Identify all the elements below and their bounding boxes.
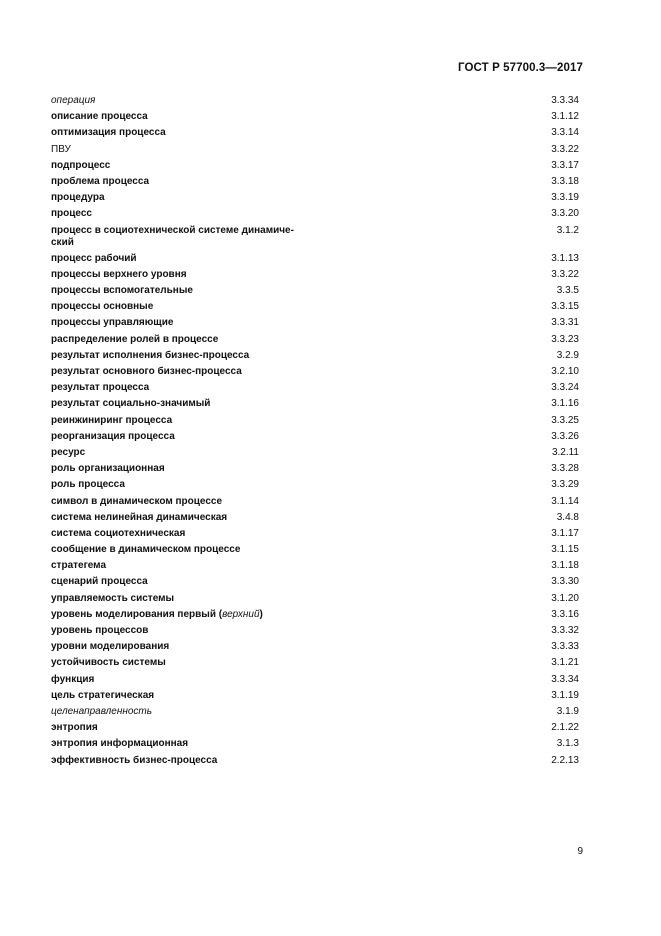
index-entry	[51, 144, 581, 156]
index-term: энтропия информационная	[51, 738, 189, 750]
index-entry	[51, 755, 581, 767]
index-term: ПВУ	[51, 143, 71, 155]
index-term: управляемость системы	[51, 592, 175, 604]
index-term: процессы управляющие	[51, 317, 174, 329]
index-entry	[51, 269, 581, 281]
index-entry	[51, 674, 581, 686]
index-entry	[51, 285, 581, 297]
index-entry	[51, 657, 581, 669]
index-term: устойчивость системы	[51, 657, 166, 669]
index-entry	[51, 528, 581, 540]
index-entry	[51, 560, 581, 572]
index-term: процессы вспомогательные	[51, 285, 193, 297]
index-reference: 3.3.34	[551, 95, 579, 106]
index-entry	[51, 317, 581, 329]
index-entry	[51, 431, 581, 443]
index-entry	[51, 512, 581, 524]
index-entry	[51, 722, 581, 734]
index-term: проблема процесса	[51, 175, 150, 187]
index-entry	[51, 593, 581, 605]
index-term: процесс рабочий	[51, 252, 137, 264]
index-term: результат процесса	[51, 382, 150, 394]
index-entry	[51, 544, 581, 556]
index-entry	[51, 382, 581, 394]
index-term: роль организационная	[51, 463, 165, 475]
index-reference: 3.1.16	[551, 398, 579, 410]
index-reference: 3.3.29	[551, 479, 579, 491]
index-entry	[51, 706, 581, 718]
index-term: уровни моделирования	[51, 641, 170, 653]
index-reference: 3.1.18	[551, 560, 579, 572]
index-reference: 3.3.26	[551, 430, 579, 442]
index-reference: 3.2.10	[551, 366, 579, 377]
index-term: ресурс	[51, 446, 86, 458]
index-term: результат социально-значимый	[51, 398, 211, 410]
index-reference: 3.3.5	[556, 285, 579, 297]
index-term: система социотехническая	[51, 527, 186, 539]
index-reference: 3.2.11	[551, 446, 579, 458]
index-reference: 3.3.34	[551, 673, 579, 685]
index-reference: 3.1.9	[556, 705, 579, 717]
index-entry	[51, 225, 581, 249]
index-reference: 3.4.8	[556, 511, 579, 523]
index-reference: 3.1.3	[556, 738, 579, 750]
index-entry	[51, 160, 581, 172]
index-term: процессы верхнего уровня	[51, 268, 187, 280]
index-term: операция	[51, 95, 96, 106]
index-term: эффективность бизнес-процесса	[51, 754, 218, 766]
index-reference: 3.1.17	[551, 527, 579, 539]
index-entry	[51, 111, 581, 123]
index-term: процессы основные	[51, 301, 154, 313]
index-reference: 3.1.2	[556, 224, 579, 236]
index-entry	[51, 253, 581, 265]
index-term: система нелинейная динамическая	[51, 511, 228, 523]
index-reference: 3.2.9	[556, 349, 579, 361]
index-entry	[51, 95, 581, 107]
index-reference: 3.3.31	[551, 317, 579, 329]
index-reference: 3.1.12	[551, 111, 579, 123]
index-reference: 3.3.28	[551, 463, 579, 475]
index-term: оптимизация процесса	[51, 127, 166, 139]
index-reference: 3.1.21	[551, 657, 579, 669]
index-entry	[51, 301, 581, 313]
index-reference: 3.1.20	[551, 592, 579, 604]
index-reference: 3.1.19	[551, 689, 579, 701]
index-entry	[51, 463, 581, 475]
index-entry	[51, 496, 581, 508]
index-term: цель стратегическая	[51, 689, 155, 701]
index-entry	[51, 398, 581, 410]
index-entry	[51, 738, 581, 750]
index-term: функция	[51, 673, 95, 685]
index-term: подпроцесс	[51, 159, 111, 171]
index-term: процедура	[51, 192, 105, 204]
index-reference: 3.3.16	[551, 608, 579, 620]
index-entry	[51, 447, 581, 459]
index-term: результат основного бизнес-процесса	[51, 366, 242, 377]
index-entry	[51, 334, 581, 346]
index-entry	[51, 208, 581, 220]
index-reference: 3.3.19	[551, 192, 579, 204]
index-entry	[51, 690, 581, 702]
index-reference: 3.3.30	[551, 576, 579, 588]
index-term: сценарий процесса	[51, 576, 148, 588]
index-term: описание процесса	[51, 111, 148, 123]
index-entry	[51, 415, 581, 427]
index-term: сообщение в динамическом процессе	[51, 544, 241, 556]
index-reference: 2.1.22	[551, 722, 579, 734]
index-reference: 3.3.22	[551, 143, 579, 155]
index-reference: 3.3.32	[551, 625, 579, 636]
index-entry	[51, 625, 581, 637]
index-entry	[51, 127, 581, 139]
index-reference: 3.3.24	[551, 382, 579, 394]
index-term: символ в динамическом процессе	[51, 495, 223, 507]
index-entry	[51, 350, 581, 362]
index-reference: 3.1.13	[551, 252, 579, 264]
index-entry	[51, 366, 581, 378]
index-entry	[51, 609, 581, 621]
index-reference: 3.3.22	[551, 268, 579, 280]
index-reference: 3.3.14	[551, 127, 579, 139]
alphabetical-index	[51, 95, 581, 771]
index-reference: 3.3.23	[551, 333, 579, 345]
index-reference: 3.3.33	[551, 641, 579, 653]
index-term: результат исполнения бизнес-процесса	[51, 349, 250, 361]
index-entry	[51, 176, 581, 188]
index-reference: 3.3.20	[551, 208, 579, 220]
index-term: стратегема	[51, 560, 107, 572]
index-term: энтропия	[51, 722, 98, 734]
index-term: реорганизация процесса	[51, 430, 175, 442]
index-reference: 3.3.18	[551, 175, 579, 187]
index-reference: 3.1.15	[551, 544, 579, 556]
index-reference: 3.3.15	[551, 301, 579, 313]
index-term: реинжиниринг процесса	[51, 414, 173, 426]
index-term: уровень процессов	[51, 625, 149, 636]
index-term: процесс в социотехнической системе динамиче- ский	[51, 224, 294, 248]
index-term: целенаправленность	[51, 705, 152, 717]
index-term: процесс	[51, 208, 92, 220]
index-reference: 3.3.25	[551, 414, 579, 426]
index-term: уровень моделирования первый (верхний)	[51, 608, 263, 620]
page-number: 9	[577, 846, 583, 857]
index-entry	[51, 641, 581, 653]
index-reference: 3.3.17	[551, 159, 579, 171]
document-header: ГОСТ Р 57700.3—2017	[458, 62, 583, 74]
index-term: распределение ролей в процессе	[51, 333, 219, 345]
index-reference: 2.2.13	[551, 754, 579, 766]
index-entry	[51, 192, 581, 204]
index-reference: 3.1.14	[551, 495, 579, 507]
index-entry	[51, 479, 581, 491]
index-entry	[51, 576, 581, 588]
index-term: роль процесса	[51, 479, 125, 491]
